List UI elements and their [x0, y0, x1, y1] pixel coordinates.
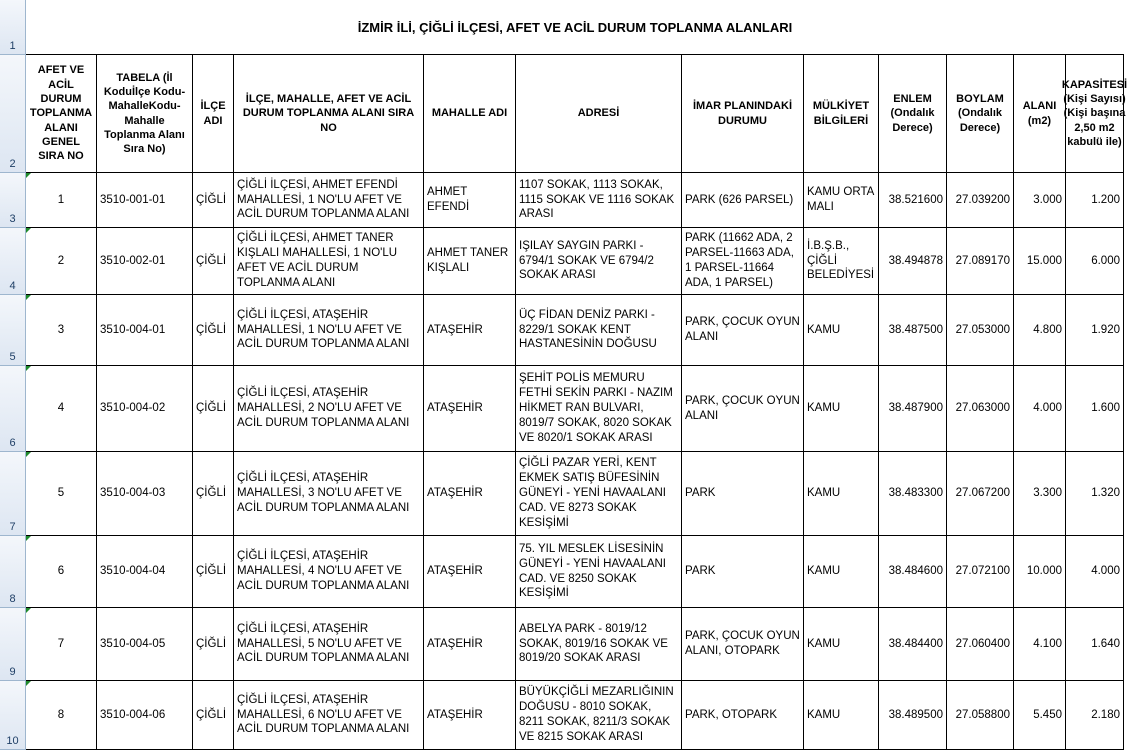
- cell-ilce-adi[interactable]: ÇİĞLİ: [193, 366, 234, 452]
- cell-tabela[interactable]: 3510-004-03: [97, 452, 193, 536]
- cell-ilce-adi[interactable]: ÇİĞLİ: [193, 681, 234, 750]
- column-header-5[interactable]: MAHALLE ADI: [424, 55, 516, 173]
- cell-enlem[interactable]: 38.487900: [879, 366, 947, 452]
- cell-sira-no[interactable]: 8: [26, 681, 97, 750]
- column-header-3[interactable]: İLÇE ADI: [193, 55, 234, 173]
- column-header-6[interactable]: ADRESİ: [516, 55, 682, 173]
- cell-mahalle-adi[interactable]: ATAŞEHİR: [424, 452, 516, 536]
- column-header-10[interactable]: BOYLAM (Ondalık Derece): [947, 55, 1014, 173]
- cell-imar-durumu[interactable]: PARK, ÇOCUK OYUN ALANI: [682, 295, 804, 366]
- cell-mulkiyet[interactable]: KAMU: [804, 452, 879, 536]
- cell-ilce-adi[interactable]: ÇİĞLİ: [193, 173, 234, 228]
- column-header-9[interactable]: ENLEM (Ondalık Derece): [879, 55, 947, 173]
- cell-ilce-adi[interactable]: ÇİĞLİ: [193, 228, 234, 295]
- cell-mulkiyet[interactable]: İ.B.Ş.B., ÇİĞLİ BELEDİYESİ: [804, 228, 879, 295]
- cell-tabela[interactable]: 3510-004-05: [97, 608, 193, 681]
- cell-toplanma-alani[interactable]: ÇİĞLİ İLÇESİ, ATAŞEHİR MAHALLESİ, 1 NO'LU AFET VE ACİL DURUM TOPLANMA ALANI: [234, 295, 424, 366]
- cell-alan[interactable]: 15.000: [1014, 228, 1066, 295]
- cell-toplanma-alani[interactable]: ÇİĞLİ İLÇESİ, ATAŞEHİR MAHALLESİ, 3 NO'LU AFET VE ACİL DURUM TOPLANMA ALANI: [234, 452, 424, 536]
- cell-mulkiyet[interactable]: KAMU: [804, 366, 879, 452]
- cell-sira-no[interactable]: 1: [26, 173, 97, 228]
- cell-adres[interactable]: ŞEHİT POLİS MEMURU FETHİ SEKİN PARKI - NAZIM HİKMET RAN BULVARI, 8019/7 SOKAK, 8020 SOKAK VE 8020/1 SOKAK ARASI: [516, 366, 682, 452]
- cell-sira-no[interactable]: 6: [26, 536, 97, 608]
- cell-boylam[interactable]: 27.053000: [947, 295, 1014, 366]
- column-header-8[interactable]: MÜLKİYET BİLGİLERİ: [804, 55, 879, 173]
- cell-kapasite[interactable]: 1.920: [1066, 295, 1124, 366]
- cell-alan[interactable]: 3.000: [1014, 173, 1066, 228]
- column-header-1[interactable]: AFET VE ACİL DURUM TOPLANMA ALANI GENEL SIRA NO: [26, 55, 97, 173]
- cell-tabela[interactable]: 3510-004-04: [97, 536, 193, 608]
- column-header-11[interactable]: ALANI (m2): [1014, 55, 1066, 173]
- cell-mulkiyet[interactable]: KAMU ORTA MALI: [804, 173, 879, 228]
- cell-toplanma-alani[interactable]: ÇİĞLİ İLÇESİ, ATAŞEHİR MAHALLESİ, 5 NO'LU AFET VE ACİL DURUM TOPLANMA ALANI: [234, 608, 424, 681]
- cell-mahalle-adi[interactable]: ATAŞEHİR: [424, 295, 516, 366]
- cell-mulkiyet[interactable]: KAMU: [804, 681, 879, 750]
- cell-alan[interactable]: 3.300: [1014, 452, 1066, 536]
- row-header-6[interactable]: 6: [0, 366, 26, 452]
- cell-ilce-adi[interactable]: ÇİĞLİ: [193, 536, 234, 608]
- cell-ilce-adi[interactable]: ÇİĞLİ: [193, 608, 234, 681]
- cell-toplanma-alani[interactable]: ÇİĞLİ İLÇESİ, AHMET EFENDİ MAHALLESİ, 1 NO'LU AFET VE ACİL DURUM TOPLANMA ALANI: [234, 173, 424, 228]
- cell-imar-durumu[interactable]: PARK, ÇOCUK OYUN ALANI, OTOPARK: [682, 608, 804, 681]
- cell-boylam[interactable]: 27.072100: [947, 536, 1014, 608]
- cell-mulkiyet[interactable]: KAMU: [804, 295, 879, 366]
- cell-adres[interactable]: IŞILAY SAYGIN PARKI - 6794/1 SOKAK VE 6794/2 SOKAK ARASI: [516, 228, 682, 295]
- cell-adres[interactable]: ÇİĞLİ PAZAR YERİ, KENT EKMEK SATIŞ BÜFESİNİN GÜNEYİ - YENİ HAVAALANI CAD. VE 8273 SOKAK KESİŞİMİ: [516, 452, 682, 536]
- cell-boylam[interactable]: 27.058800: [947, 681, 1014, 750]
- cell-sira-no[interactable]: 7: [26, 608, 97, 681]
- cell-alan[interactable]: 4.800: [1014, 295, 1066, 366]
- sheet-title[interactable]: İZMİR İLİ, ÇİĞLİ İLÇESİ, AFET VE ACİL DURUM TOPLANMA ALANLARI: [26, 0, 1124, 55]
- row-header-10[interactable]: 10: [0, 681, 26, 750]
- cell-kapasite[interactable]: 6.000: [1066, 228, 1124, 295]
- cell-boylam[interactable]: 27.067200: [947, 452, 1014, 536]
- row-header-1[interactable]: 1: [0, 0, 26, 55]
- cell-mulkiyet[interactable]: KAMU: [804, 536, 879, 608]
- cell-mulkiyet[interactable]: KAMU: [804, 608, 879, 681]
- cell-imar-durumu[interactable]: PARK (626 PARSEL): [682, 173, 804, 228]
- cell-imar-durumu[interactable]: PARK, OTOPARK: [682, 681, 804, 750]
- cell-mahalle-adi[interactable]: ATAŞEHİR: [424, 608, 516, 681]
- row-header-8[interactable]: 8: [0, 536, 26, 608]
- cell-toplanma-alani[interactable]: ÇİĞLİ İLÇESİ, AHMET TANER KIŞLALI MAHALLESİ, 1 NO'LU AFET VE ACİL DURUM TOPLANMA ALANI: [234, 228, 424, 295]
- cell-boylam[interactable]: 27.089170: [947, 228, 1014, 295]
- cell-adres[interactable]: BÜYÜKÇİĞLİ MEZARLIĞININ DOĞUSU - 8010 SOKAK, 8211 SOKAK, 8211/3 SOKAK VE 8215 SOKAK ARASI: [516, 681, 682, 750]
- cell-adres[interactable]: ABELYA PARK - 8019/12 SOKAK, 8019/16 SOKAK VE 8019/20 SOKAK ARASI: [516, 608, 682, 681]
- cell-kapasite[interactable]: 1.200: [1066, 173, 1124, 228]
- cell-kapasite[interactable]: 2.180: [1066, 681, 1124, 750]
- cell-enlem[interactable]: 38.489500: [879, 681, 947, 750]
- cell-toplanma-alani[interactable]: ÇİĞLİ İLÇESİ, ATAŞEHİR MAHALLESİ, 4 NO'LU AFET VE ACİL DURUM TOPLANMA ALANI: [234, 536, 424, 608]
- cell-enlem[interactable]: 38.521600: [879, 173, 947, 228]
- row-header-9[interactable]: 9: [0, 608, 26, 681]
- cell-enlem[interactable]: 38.484600: [879, 536, 947, 608]
- cell-ilce-adi[interactable]: ÇİĞLİ: [193, 295, 234, 366]
- cell-boylam[interactable]: 27.063000: [947, 366, 1014, 452]
- cell-alan[interactable]: 5.450: [1014, 681, 1066, 750]
- row-header-3[interactable]: 3: [0, 173, 26, 228]
- cell-kapasite[interactable]: 1.600: [1066, 366, 1124, 452]
- column-header-4[interactable]: İLÇE, MAHALLE, AFET VE ACİL DURUM TOPLANMA ALANI SIRA NO: [234, 55, 424, 173]
- cell-imar-durumu[interactable]: PARK: [682, 536, 804, 608]
- cell-boylam[interactable]: 27.039200: [947, 173, 1014, 228]
- cell-imar-durumu[interactable]: PARK, ÇOCUK OYUN ALANI: [682, 366, 804, 452]
- cell-kapasite[interactable]: 1.320: [1066, 452, 1124, 536]
- cell-alan[interactable]: 10.000: [1014, 536, 1066, 608]
- cell-kapasite[interactable]: 4.000: [1066, 536, 1124, 608]
- cell-tabela[interactable]: 3510-001-01: [97, 173, 193, 228]
- cell-mahalle-adi[interactable]: ATAŞEHİR: [424, 681, 516, 750]
- cell-ilce-adi[interactable]: ÇİĞLİ: [193, 452, 234, 536]
- cell-tabela[interactable]: 3510-004-06: [97, 681, 193, 750]
- cell-tabela[interactable]: 3510-004-01: [97, 295, 193, 366]
- cell-sira-no[interactable]: 4: [26, 366, 97, 452]
- cell-imar-durumu[interactable]: PARK (11662 ADA, 2 PARSEL-11663 ADA, 1 PARSEL-11664 ADA, 1 PARSEL): [682, 228, 804, 295]
- cell-adres[interactable]: 1107 SOKAK, 1113 SOKAK, 1115 SOKAK VE 1116 SOKAK ARASI: [516, 173, 682, 228]
- cell-adres[interactable]: ÜÇ FİDAN DENİZ PARKI - 8229/1 SOKAK KENT HASTANESİNİN DOĞUSU: [516, 295, 682, 366]
- cell-alan[interactable]: 4.000: [1014, 366, 1066, 452]
- cell-mahalle-adi[interactable]: AHMET TANER KIŞLALI: [424, 228, 516, 295]
- cell-kapasite[interactable]: 1.640: [1066, 608, 1124, 681]
- cell-alan[interactable]: 4.100: [1014, 608, 1066, 681]
- cell-tabela[interactable]: 3510-004-02: [97, 366, 193, 452]
- cell-mahalle-adi[interactable]: ATAŞEHİR: [424, 366, 516, 452]
- column-header-12[interactable]: KAPASİTESİ (Kişi Sayısı) (Kişi başına 2,50 m2 kabulü ile): [1066, 55, 1124, 173]
- row-header-5[interactable]: 5: [0, 295, 26, 366]
- row-header-2[interactable]: 2: [0, 55, 26, 173]
- cell-sira-no[interactable]: 5: [26, 452, 97, 536]
- column-header-2[interactable]: TABELA (İl Koduİlçe Kodu-MahalleKodu-Mahalle Toplanma Alanı Sıra No): [97, 55, 193, 173]
- row-header-7[interactable]: 7: [0, 452, 26, 536]
- cell-enlem[interactable]: 38.483300: [879, 452, 947, 536]
- cell-enlem[interactable]: 38.494878: [879, 228, 947, 295]
- cell-enlem[interactable]: 38.484400: [879, 608, 947, 681]
- cell-boylam[interactable]: 27.060400: [947, 608, 1014, 681]
- cell-enlem[interactable]: 38.487500: [879, 295, 947, 366]
- cell-imar-durumu[interactable]: PARK: [682, 452, 804, 536]
- cell-toplanma-alani[interactable]: ÇİĞLİ İLÇESİ, ATAŞEHİR MAHALLESİ, 6 NO'LU AFET VE ACİL DURUM TOPLANMA ALANI: [234, 681, 424, 750]
- column-header-7[interactable]: İMAR PLANINDAKİ DURUMU: [682, 55, 804, 173]
- cell-sira-no[interactable]: 2: [26, 228, 97, 295]
- row-header-4[interactable]: 4: [0, 228, 26, 295]
- cell-mahalle-adi[interactable]: AHMET EFENDİ: [424, 173, 516, 228]
- cell-sira-no[interactable]: 3: [26, 295, 97, 366]
- cell-toplanma-alani[interactable]: ÇİĞLİ İLÇESİ, ATAŞEHİR MAHALLESİ, 2 NO'LU AFET VE ACİL DURUM TOPLANMA ALANI: [234, 366, 424, 452]
- cell-adres[interactable]: 75. YIL MESLEK LİSESİNİN GÜNEYİ - YENİ HAVAALANI CAD. VE 8250 SOKAK KESİŞİMİ: [516, 536, 682, 608]
- cell-mahalle-adi[interactable]: ATAŞEHİR: [424, 536, 516, 608]
- cell-tabela[interactable]: 3510-002-01: [97, 228, 193, 295]
